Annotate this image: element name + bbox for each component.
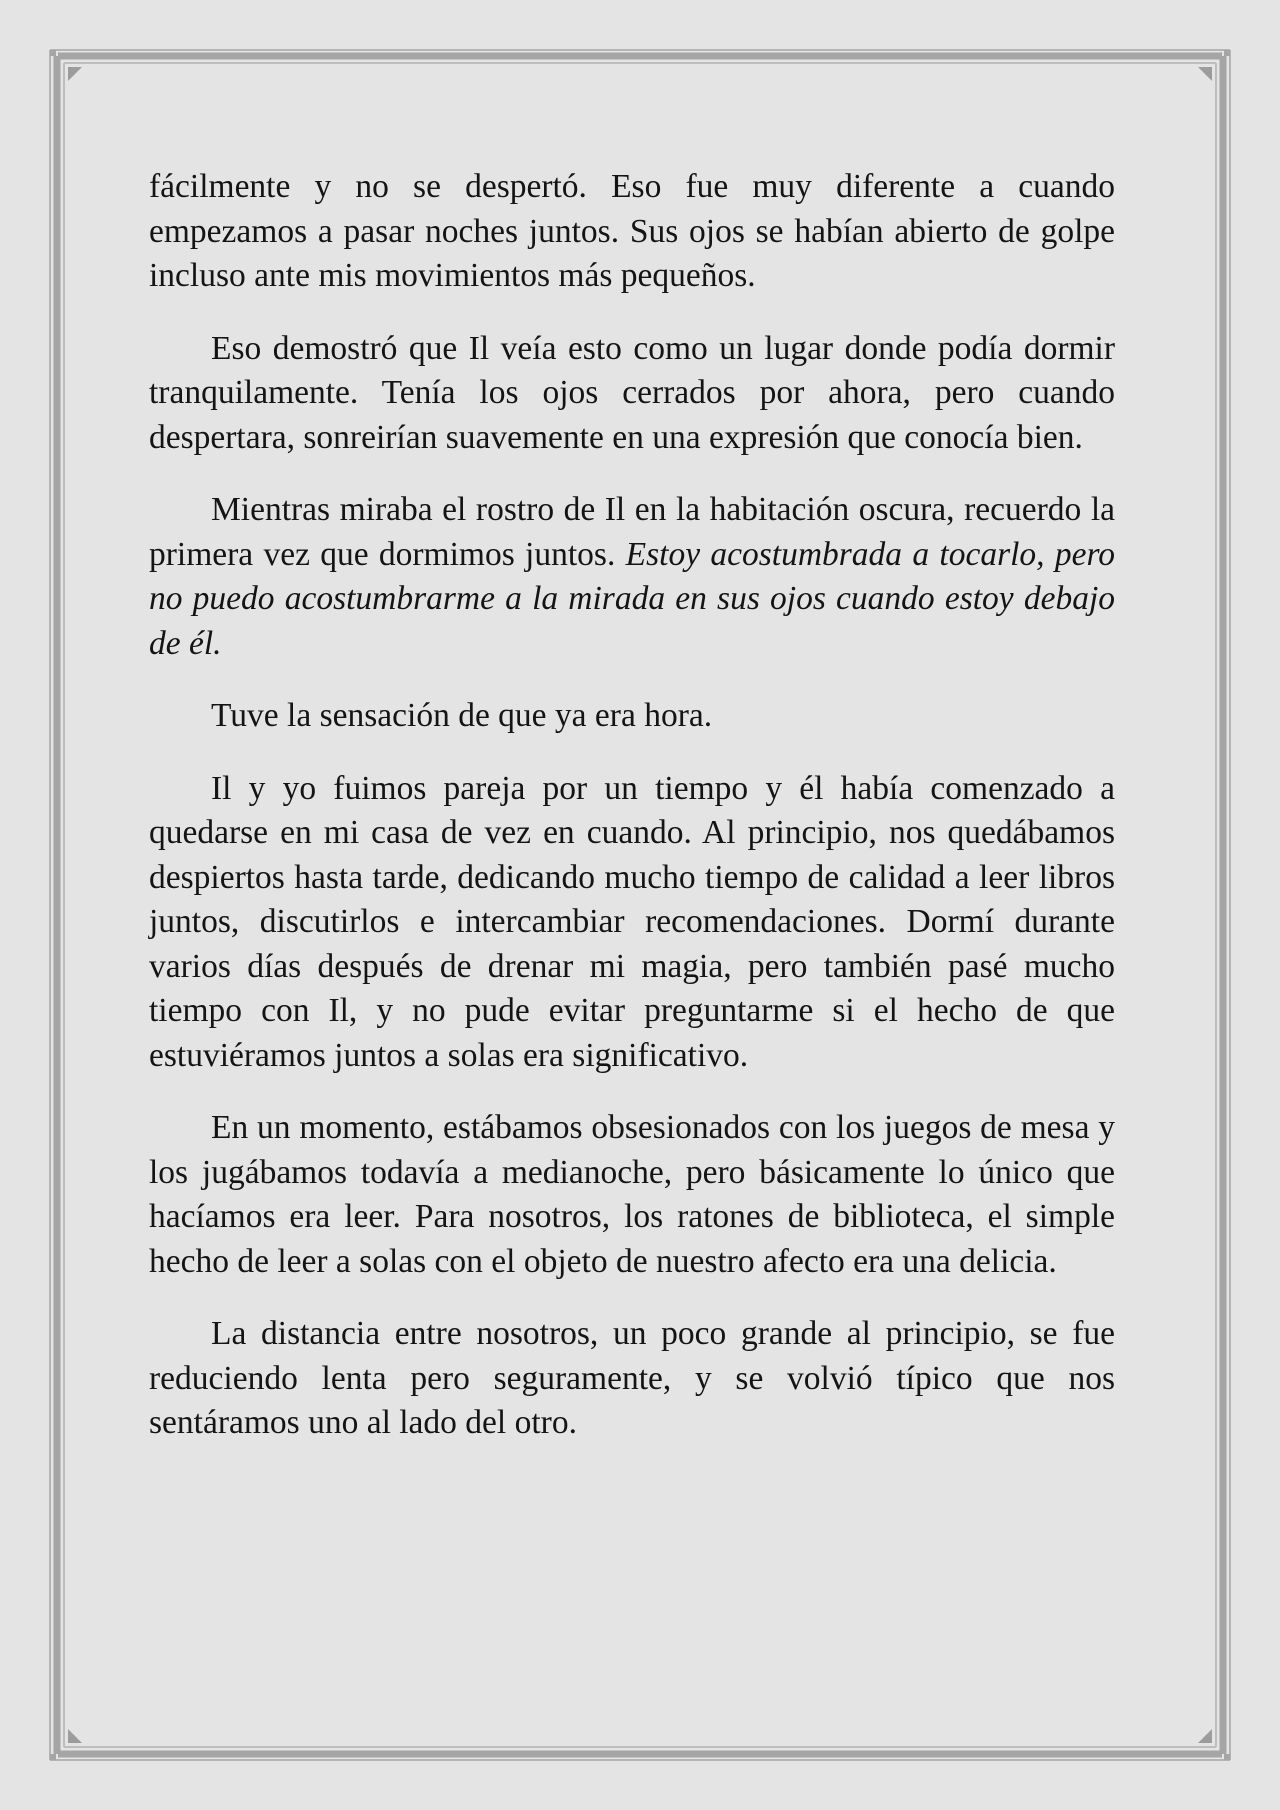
paragraph-3-italic-text: Estoy acostumbrada a tocarlo, pero no puedo acostumbrarme a la mirada en sus ojos cuando estoy debajo de él. bbox=[149, 535, 1115, 662]
paragraph-6 bbox=[149, 1106, 1115, 1284]
paragraph-7-text: La distancia entre nosotros, un poco grande al principio, se fue reduciendo lenta pero seguramente, y se volvió típico que nos sentáramos uno al lado del otro. bbox=[149, 1315, 1115, 1441]
page-body bbox=[149, 165, 1115, 1474]
paragraph-5 bbox=[149, 767, 1115, 1079]
paragraph-2 bbox=[149, 327, 1115, 461]
paragraph-1 bbox=[149, 165, 1115, 299]
paragraph-6-text: En un momento, estábamos obsesionados con los juegos de mesa y los jugábamos todavía a medianoche, pero básicamente lo único que hacíamos era leer. Para nosotros, los ratones de biblioteca, el simple hecho de leer a solas con el objeto de nuestro afecto era una delicia. bbox=[149, 1109, 1115, 1280]
paragraph-7 bbox=[149, 1312, 1115, 1446]
paragraph-3 bbox=[149, 488, 1115, 666]
paragraph-1-text: fácilmente y no se despertó. Eso fue muy diferente a cuando empezamos a pasar noches juntos. Sus ojos se habían abierto de golpe incluso ante mis movimientos más pequeños. bbox=[149, 168, 1115, 294]
paragraph-5-text: Il y yo fuimos pareja por un tiempo y él había comenzado a quedarse en mi casa de vez en cuando. Al principio, nos quedábamos despiertos hasta tarde, dedicando mucho tiempo de calidad a leer libros juntos, discutirlos e intercambiar recomendaciones. Dormí durante varios días después de drenar mi magia, pero también pasé mucho tiempo con Il, y no pude evitar preguntarme si el hecho de que estuviéramos juntos a solas era significativo. bbox=[149, 769, 1115, 1074]
paragraph-4-text: Tuve la sensación de que ya era hora. bbox=[211, 697, 713, 734]
paragraph-2-text: Eso demostró que Il veía esto como un lugar donde podía dormir tranquilamente. Tenía los ojos cerrados por ahora, pero cuando despertara, sonreirían suavemente en una expresión que conocía bien. bbox=[149, 329, 1115, 456]
paragraph-3-text: Mientras miraba el rostro de Il en la habitación oscura, recuerdo la primera vez que dormimos juntos. bbox=[149, 491, 1115, 573]
paragraph-4 bbox=[149, 694, 1115, 739]
